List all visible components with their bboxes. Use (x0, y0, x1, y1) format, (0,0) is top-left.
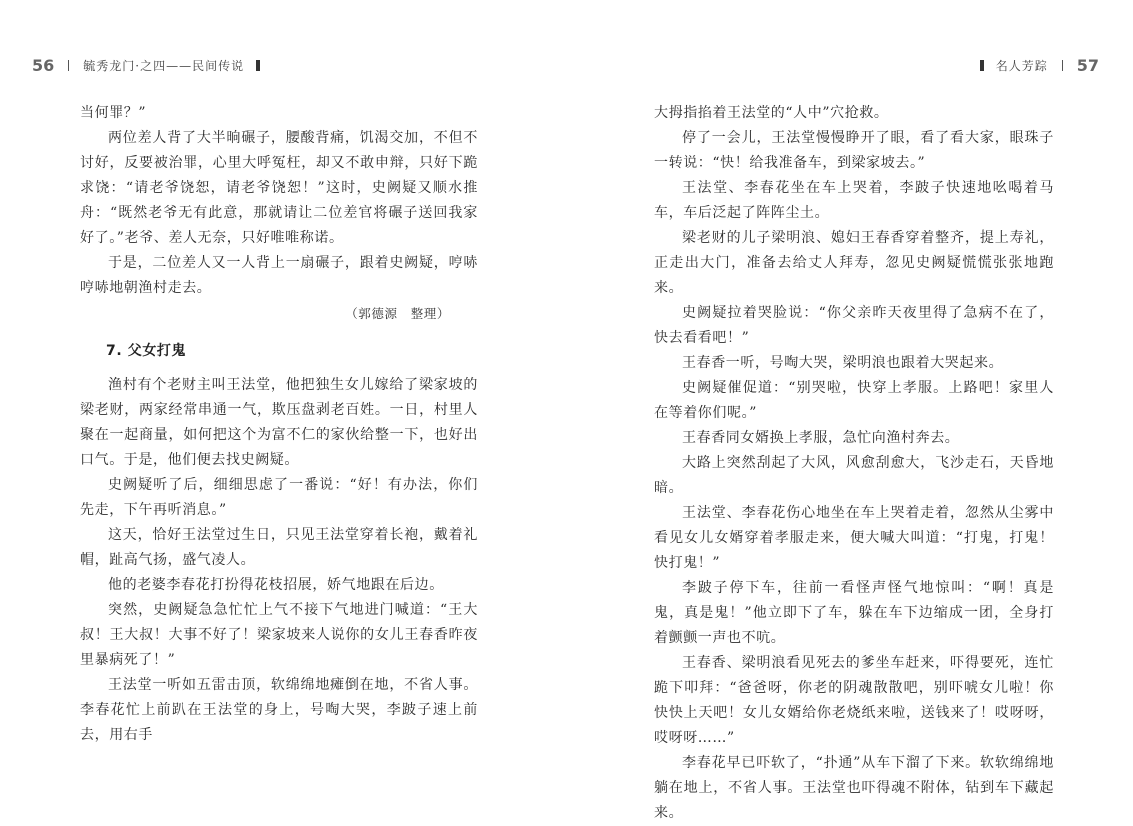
paragraph: 王法堂一听如五雷击顶，软绵绵地瘫倒在地，不省人事。李春花忙上前趴在王法堂的身上，号啕大哭，李跛子速上前去，用右手 (80, 677, 478, 743)
page-number: 57 (1076, 55, 1099, 75)
paragraph: 李春花早已吓软了，“扑通”从车下溜了下来。软软绵绵地躺在地上，不省人事。王法堂也吓得魂不附体，钻到车下藏起来。 (654, 755, 1054, 821)
paragraph: 梁老财的儿子梁明浪、媳妇王春香穿着整齐，提上寿礼，正走出大门，准备去给丈人拜寿，忽见史阙疑慌慌张张地跑来。 (654, 230, 1054, 296)
paragraph: 大拇指掐着王法堂的“人中”穴抢救。 (654, 105, 889, 121)
editor-credit: （郭德源 整理） (345, 306, 450, 321)
paragraph: 王春香一听，号啕大哭，梁明浪也跟着大哭起来。 (682, 355, 1004, 371)
header-block-marker (980, 60, 984, 71)
header-divider (1062, 60, 1063, 71)
running-head: 毓秀龙门·之四——民间传说 (83, 58, 245, 73)
header-divider (68, 60, 69, 71)
paragraph: 大路上突然刮起了大风，风愈刮愈大，飞沙走石，天昏地暗。 (654, 455, 1054, 496)
paragraph: 两位差人背了大半晌碾子，腰酸背痛，饥渴交加，不但不讨好，反要被治罪，心里大呼冤枉，却又不敢申辩，只好下跪求饶：“请老爷饶恕，请老爷饶恕！”这时，史阙疑又顺水推舟：“既然老爷无有此意，那就请让二位差官将碾子送回我家好了。”老爷、差人无奈，只好唯唯称诺。 (80, 130, 478, 246)
paragraph: 他的老婆李春花打扮得花枝招展，娇气地跟在后边。 (108, 577, 444, 593)
paragraph: 于是，二位差人又一人背上一扇碾子，跟着史阙疑，哼哧哼哧地朝渔村走去。 (80, 255, 478, 296)
paragraph: 突然，史阙疑急急忙忙上气不接下气地进门喊道：“王大叔！王大叔！大事不好了！梁家坡来人说你的女儿王春香昨夜里暴病死了！” (80, 602, 478, 668)
header-block-marker (256, 60, 260, 71)
paragraph: 这天，恰好王法堂过生日，只见王法堂穿着长袍，戴着礼帽，趾高气扬，盛气凌人。 (80, 527, 478, 568)
section-title: 7. 父女打鬼 (106, 343, 187, 359)
paragraph: 史阙疑拉着哭脸说：“你父亲昨天夜里得了急病不在了，快去看看吧！” (654, 305, 1054, 346)
right-page-body (654, 101, 1054, 826)
page-number: 56 (32, 55, 55, 75)
paragraph: 当何罪？” (80, 105, 147, 121)
paragraph: 渔村有个老财主叫王法堂，他把独生女儿嫁给了梁家坡的梁老财，两家经常串通一气，欺压盘剥老百姓。一日，村里人聚在一起商量，如何把这个为富不仁的家伙给整一下，也好出口气。于是，他们便去找史阙疑。 (80, 377, 478, 468)
running-head: 名人芳踪 (995, 58, 1048, 73)
paragraph: 王法堂、李春花伤心地坐在车上哭着走着，忽然从尘雾中看见女儿女婿穿着孝服走来，便大喊大叫道：“打鬼，打鬼！快打鬼！” (654, 505, 1054, 571)
left-page (0, 0, 566, 799)
paragraph: 李跛子停下车，往前一看怪声怪气地惊叫：“啊！真是鬼，真是鬼！”他立即下了车，躲在车下边缩成一团，全身打着颤颤一声也不吭。 (654, 580, 1054, 646)
left-page-body (80, 101, 478, 748)
left-page-header (32, 54, 272, 76)
paragraph: 停了一会儿，王法堂慢慢睁开了眼，看了看大家，眼珠子一转说：“快！给我准备车，到梁家坡去。” (654, 130, 1054, 171)
right-page (566, 0, 1133, 821)
paragraph: 王春香同女婿换上孝服，急忙向渔村奔去。 (682, 430, 960, 446)
paragraph: 史阙疑催促道：“别哭啦，快穿上孝服。上路吧！家里人在等着你们呢。” (654, 380, 1054, 421)
right-page-header (968, 54, 1099, 76)
paragraph: 王春香、梁明浪看见死去的爹坐车赶来，吓得要死，连忙跪下叩拜：“爸爸呀，你老的阴魂散散吧，别吓唬女儿啦！你快快上天吧！女儿女婿给你老烧纸来啦，送钱来了！哎呀呀，哎呀呀……” (654, 655, 1054, 746)
paragraph: 王法堂、李春花坐在车上哭着，李跛子快速地吆喝着马车，车后泛起了阵阵尘土。 (654, 180, 1054, 221)
paragraph: 史阙疑听了后，细细思虑了一番说：“好！有办法，你们先走，下午再听消息。” (80, 477, 478, 518)
